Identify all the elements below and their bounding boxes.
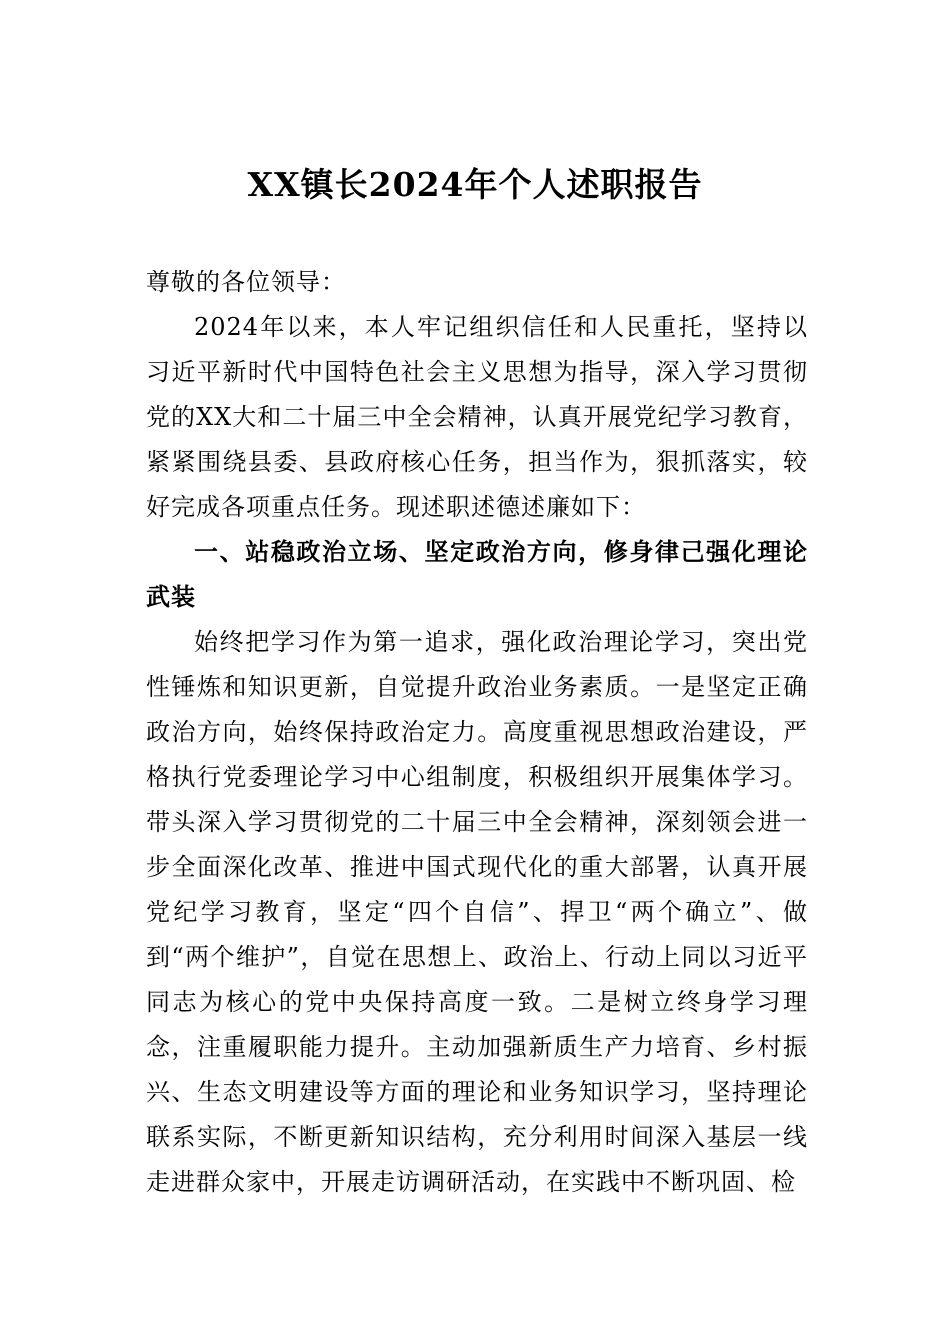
document-body [146,260,808,1205]
salutation: 尊敬的各位领导： [146,268,346,296]
section-heading: 一、站稳政治立场、坚定政治方向，修身律己强化理论武装 [146,538,808,611]
document-title: XX镇长2024年个人述职报告 [247,165,703,204]
intro-paragraph: 2024年以来，本人牢记组织信任和人民重托，坚持以习近平新时代中国特色社会主义思想为指导，深入学习贯彻党的XX大和二十届三中全会精神，认真开展党纪学习教育，紧紧围绕县委、县政府核心任务，担当作为，狠抓落实，较好完成各项重点任务。现述职述德述廉如下： [146,313,808,521]
section-paragraph: 始终把学习作为第一追求，强化政治理论学习，突出党性锤炼和知识更新，自觉提升政治业务素质。一是坚定正确政治方向，始终保持政治定力。高度重视思想政治建设，严格执行党委理论学习中心组制度，积极组织开展集体学习。带头深入学习贯彻党的二十届三中全会精神，深刻领会进一步全面深化改革、推进中国式现代化的重大部署，认真开展党纪学习教育，坚定“四个自信”、捍卫“两个确立”、做到“两个维护”，自觉在思想上、政治上、行动上同以习近平同志为核心的党中央保持高度一致。二是树立终身学习理念，注重履职能力提升。主动加强新质生产力培育、乡村振兴、生态文明建设等方面的理论和业务知识学习，坚持理论联系实际，不断更新知识结构，充分利用时间深入基层一线走进群众家中，开展走访调研活动，在实践中不断巩固、检 [146,628,808,1196]
